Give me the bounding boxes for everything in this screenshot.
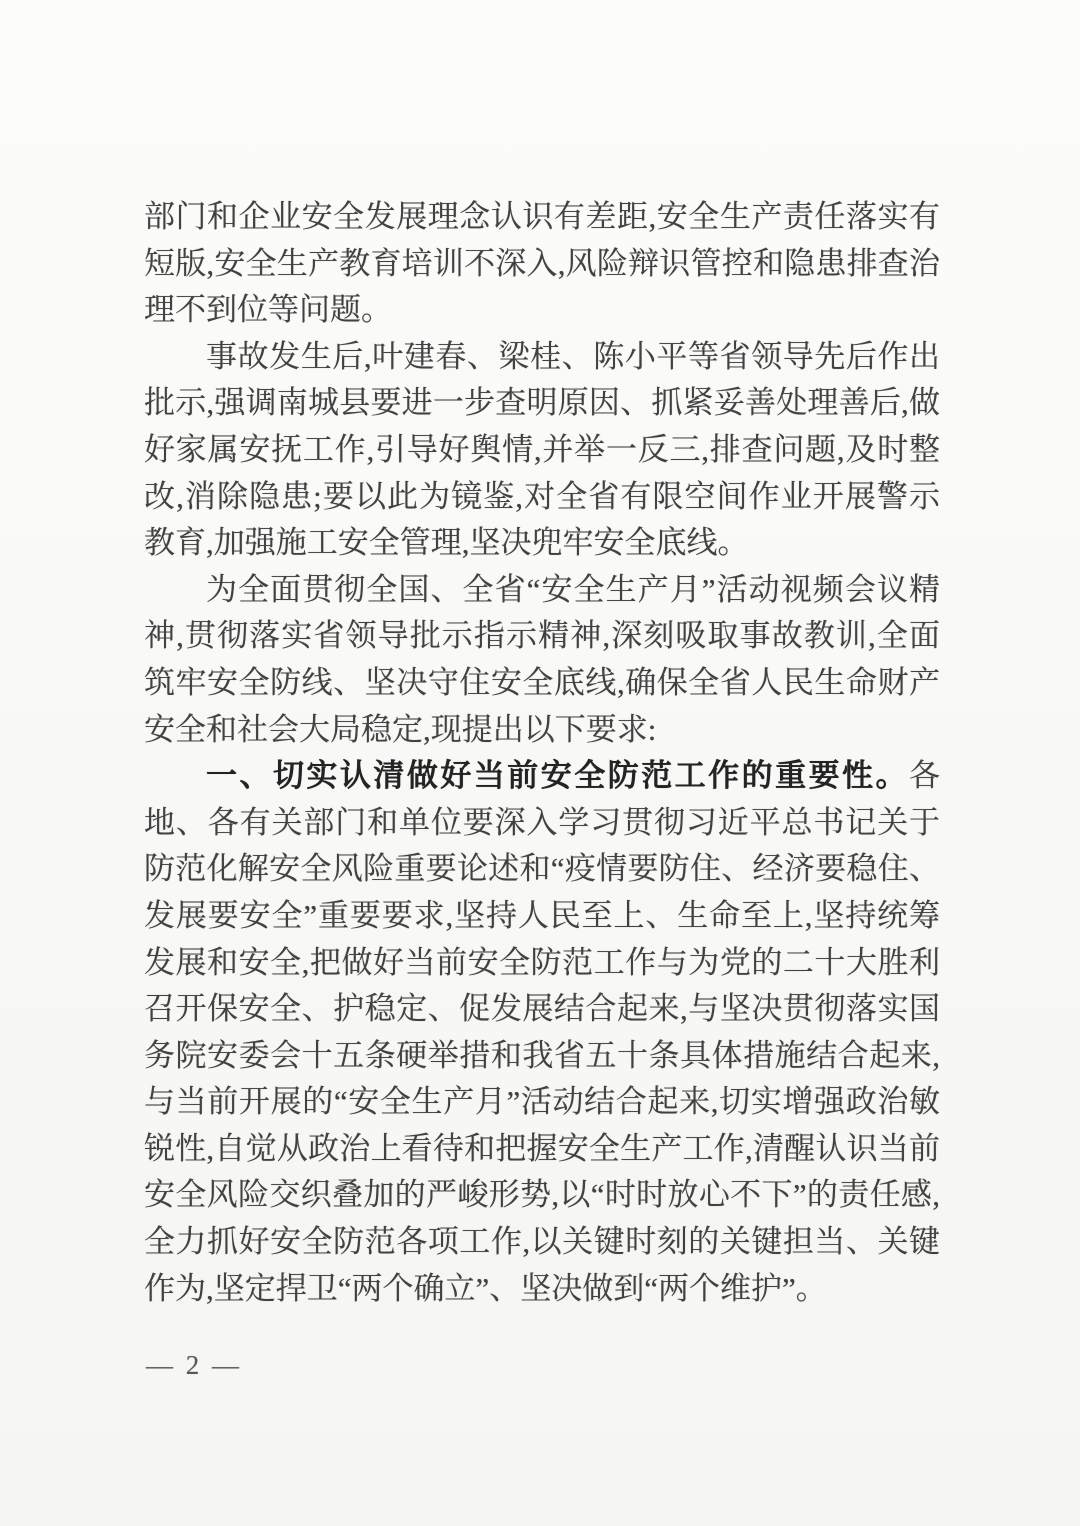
- page-number: — 2 —: [146, 1350, 242, 1380]
- document-body: [144, 194, 940, 1312]
- section-heading: 一、切实认清做好当前安全防范工作的重要性。: [206, 758, 909, 794]
- paragraph: 事故发生后,叶建春、梁桂、陈小平等省领导先后作出批示,强调南城县要进一步查明原因、抓紧妥善处理善后,做好家属安抚工作,引导好舆情,并举一反三,排查问题,及时整改,消除隐患;要以此为镜鉴,对全省有限空间作业开展警示教育,加强施工安全管理,坚决兜牢安全底线。: [144, 338, 940, 561]
- paragraph: 一、切实认清做好当前安全防范工作的重要性。各地、各有关部门和单位要深入学习贯彻习近平总书记关于防范化解安全风险重要论述和“疫情要防住、经济要稳住、发展要安全”重要要求,坚持人民至上、生命至上,坚持统筹发展和安全,把做好当前安全防范工作与为党的二十大胜利召开保安全、护稳定、促发展结合起来,与坚决贯彻落实国务院安委会十五条硬举措和我省五十条具体措施结合起来,与当前开展的“安全生产月”活动结合起来,切实增强政治敏锐性,自觉从政治上看待和把握安全生产工作,清醒认识当前安全风险交织叠加的严峻形势,以“时时放心不下”的责任感,全力抓好安全防范各项工作,以关键时刻的关键担当、关键作为,坚定捍卫“两个确立”、坚决做到“两个维护”。: [144, 758, 940, 1306]
- paragraph: 为全面贯彻全国、全省“安全生产月”活动视频会议精神,贯彻落实省领导批示指示精神,深刻吸取事故教训,全面筑牢安全防线、坚决守住安全底线,确保全省人民生命财产安全和社会大局稳定,现提出以下要求:: [144, 571, 940, 747]
- paragraph: 部门和企业安全发展理念认识有差距,安全生产责任落实有短版,安全生产教育培训不深入,风险辩识管控和隐患排查治理不到位等问题。: [144, 199, 940, 328]
